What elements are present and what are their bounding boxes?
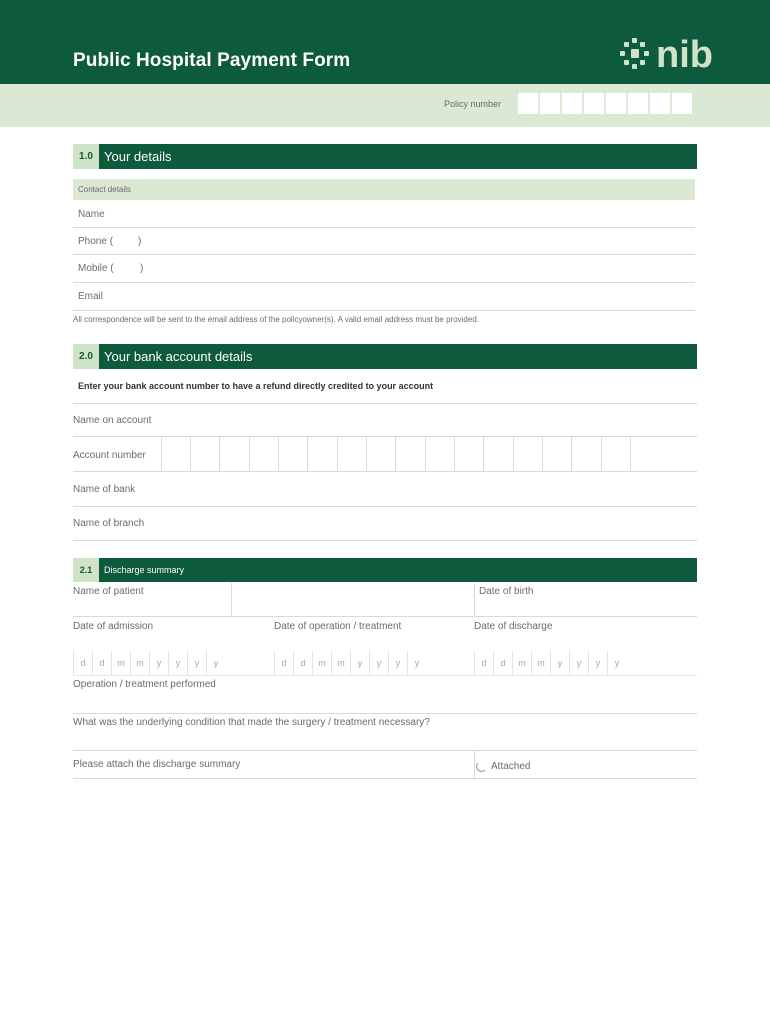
brand-mark-icon: [620, 38, 649, 69]
date-digit: y: [369, 651, 388, 675]
section-title: Your bank account details: [104, 349, 253, 364]
phone-paren: ): [138, 236, 142, 247]
date-digit: y: [407, 651, 426, 675]
section-2-header: [73, 344, 697, 369]
bank-name-label: Name of bank: [73, 484, 136, 495]
divider: [73, 227, 695, 228]
account-digit-box[interactable]: [425, 437, 454, 472]
policy-number-box[interactable]: [584, 93, 605, 114]
discharge-date-input[interactable]: [474, 651, 634, 675]
divider: [73, 310, 695, 311]
policy-number-box[interactable]: [606, 93, 627, 114]
account-digit-box[interactable]: [601, 437, 630, 472]
divider: [73, 616, 697, 617]
date-digit: y: [550, 651, 569, 675]
date-digit: y: [607, 651, 626, 675]
name-field[interactable]: [120, 204, 695, 226]
contact-details-subheader: [73, 179, 695, 200]
mobile-paren: ): [140, 263, 144, 274]
account-digit-box[interactable]: [249, 437, 278, 472]
bank-name-field[interactable]: [140, 474, 697, 504]
section-title: Your details: [104, 149, 172, 164]
account-digit-box[interactable]: [571, 437, 600, 472]
brand-wordmark: nib: [656, 36, 713, 72]
account-digit-box[interactable]: [219, 437, 248, 472]
admission-date-input[interactable]: [73, 651, 233, 675]
date-digit: y: [206, 651, 225, 675]
date-digit: y: [588, 651, 607, 675]
divider: [73, 750, 697, 751]
attach-summary-label: Please attach the discharge summary: [73, 759, 241, 770]
operation-performed-label: Operation / treatment performed: [73, 679, 216, 690]
account-digit-box[interactable]: [454, 437, 483, 472]
underlying-condition-label: What was the underlying condition that made the surgery / treatment necessary?: [73, 717, 430, 728]
email-label: Email: [78, 291, 104, 302]
patient-name-label: Name of patient: [73, 586, 144, 597]
account-digit-box[interactable]: [278, 437, 307, 472]
date-digit: m: [331, 651, 350, 675]
date-of-birth-label: Date of birth: [479, 586, 534, 597]
divider: [73, 778, 697, 779]
policy-number-box[interactable]: [650, 93, 671, 114]
date-digit: d: [293, 651, 312, 675]
branch-name-field[interactable]: [150, 508, 697, 538]
account-digit-box[interactable]: [366, 437, 395, 472]
bank-intro: Enter your bank account number to have a refund directly credited to your account: [78, 381, 434, 391]
operation-date-input[interactable]: [274, 651, 434, 675]
date-digit: y: [187, 651, 206, 675]
divider: [73, 403, 697, 404]
divider: [73, 471, 697, 472]
section-number: 2.0: [73, 344, 99, 369]
date-digit: d: [493, 651, 512, 675]
account-digit-box[interactable]: [307, 437, 336, 472]
name-on-account-label: Name on account: [73, 415, 152, 426]
account-digit-box[interactable]: [542, 437, 571, 472]
date-digit: d: [92, 651, 111, 675]
date-digit: m: [531, 651, 550, 675]
divider: [73, 282, 695, 283]
account-digit-box[interactable]: [161, 437, 190, 472]
account-digit-box[interactable]: [337, 437, 366, 472]
policy-number-box[interactable]: [672, 93, 693, 114]
section-title: Discharge summary: [104, 565, 185, 575]
date-digit: m: [312, 651, 331, 675]
account-digit-box[interactable]: [513, 437, 542, 472]
date-digit: m: [111, 651, 130, 675]
date-digit: y: [350, 651, 369, 675]
attached-checkbox[interactable]: [476, 761, 487, 772]
phone-label: Phone (: [78, 236, 114, 247]
divider: [73, 675, 697, 676]
date-digit: y: [149, 651, 168, 675]
section-1-header: [73, 144, 697, 169]
underlying-condition-field[interactable]: [73, 730, 697, 750]
account-digit-box[interactable]: [190, 437, 219, 472]
operation-date-label: Date of operation / treatment: [274, 621, 402, 632]
account-digit-box[interactable]: [483, 437, 512, 472]
policy-number-box[interactable]: [540, 93, 561, 114]
branch-name-label: Name of branch: [73, 518, 145, 529]
policy-number-box[interactable]: [628, 93, 649, 114]
date-digit: d: [274, 651, 293, 675]
mobile-field[interactable]: [150, 258, 695, 280]
account-number-label: Account number: [73, 450, 146, 461]
operation-performed-field[interactable]: [73, 692, 697, 712]
policy-number-box[interactable]: [562, 93, 583, 114]
section-number: 2.1: [73, 558, 99, 582]
policy-number-label: Policy number: [444, 99, 502, 109]
date-digit: y: [168, 651, 187, 675]
section-3-header: [73, 558, 697, 582]
divider: [73, 506, 697, 507]
name-on-account-field[interactable]: [160, 405, 697, 435]
date-digit: y: [569, 651, 588, 675]
divider: [474, 751, 475, 778]
mobile-label: Mobile (: [78, 263, 114, 274]
form-title: Public Hospital Payment Form: [73, 50, 351, 71]
section-number: 1.0: [73, 144, 99, 169]
admission-date-label: Date of admission: [73, 621, 154, 632]
contact-details-label: Contact details: [78, 185, 131, 194]
date-digit: m: [130, 651, 149, 675]
divider: [73, 254, 695, 255]
divider: [73, 540, 697, 541]
account-digit-box[interactable]: [395, 437, 424, 472]
account-digit-box[interactable]: [630, 437, 659, 472]
correspondence-note: All correspondence will be sent to the email address of the policyowner(s). A valid email address must be provided.: [73, 315, 479, 324]
phone-field[interactable]: [150, 231, 695, 253]
nib-logo: [620, 36, 732, 72]
patient-name-field[interactable]: [231, 583, 474, 616]
date-digit: d: [73, 651, 92, 675]
date-digit: d: [474, 651, 493, 675]
date-digit: y: [388, 651, 407, 675]
discharge-date-label: Date of discharge: [474, 621, 553, 632]
date-digit: m: [512, 651, 531, 675]
divider: [73, 713, 697, 714]
attached-label: Attached: [491, 761, 531, 772]
policy-number-box[interactable]: [518, 93, 539, 114]
name-label: Name: [78, 209, 105, 220]
email-field[interactable]: [110, 286, 695, 308]
